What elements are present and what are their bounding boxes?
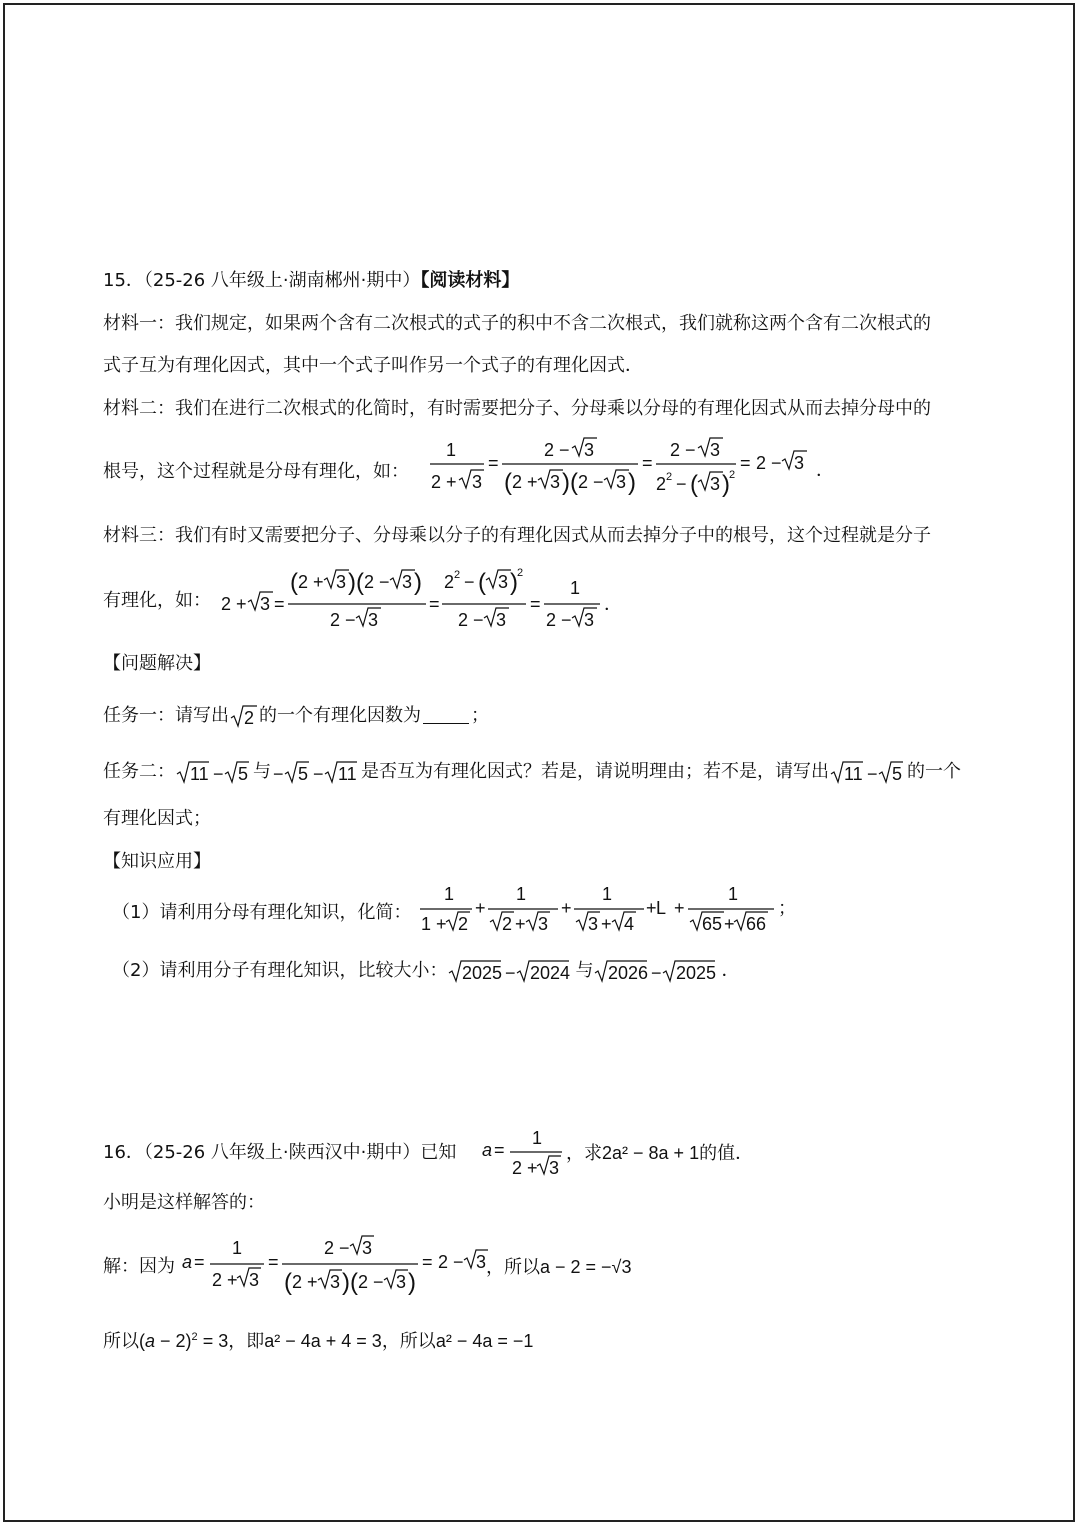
solution-line-4 <box>103 1325 533 1354</box>
svg-text:+: + <box>601 914 612 934</box>
svg-text:3: 3 <box>496 610 507 630</box>
svg-text:−: − <box>213 764 224 784</box>
svg-text:−: − <box>505 963 516 983</box>
task-2-line-1 <box>103 758 961 786</box>
svg-text:2 −: 2 − <box>756 453 782 473</box>
solution-text: 解：因为 <box>103 1256 175 1277</box>
svg-text:11: 11 <box>190 764 209 784</box>
svg-text:1: 1 <box>532 1128 543 1148</box>
material-3-line-1: 材料三：我们有时又需要把分子、分母乘以分子的有理化因式从而去掉分子中的根号，这个过程就是分子 <box>103 525 931 546</box>
svg-text:5: 5 <box>298 764 309 784</box>
a-minus-2: a − 2 = −√3 <box>540 1257 632 1277</box>
svg-text:+: + <box>646 898 657 918</box>
svg-text:3: 3 <box>588 914 599 934</box>
problem-solving-tag: 【问题解决】 <box>103 653 211 674</box>
question-16-ask <box>566 1141 753 1166</box>
svg-text:1: 1 <box>728 884 739 904</box>
svg-text:3: 3 <box>549 1158 560 1178</box>
sqrt-2 <box>229 702 259 730</box>
expr-sqrt2026-minus-sqrt2025 <box>593 957 721 985</box>
material-3-line-2 <box>103 589 211 613</box>
expr-sqrt11-minus-sqrt5-2 <box>829 758 907 786</box>
svg-text:1: 1 <box>516 884 527 904</box>
knowledge-2-end: ． <box>721 960 740 981</box>
svg-text:3: 3 <box>584 440 595 460</box>
knowledge-2 <box>112 957 739 985</box>
svg-text:1: 1 <box>232 1238 243 1258</box>
svg-text:2 +: 2 + <box>292 1272 318 1292</box>
material-3-text: 有理化，如： <box>103 590 211 611</box>
svg-text:2 −: 2 − <box>358 1272 384 1292</box>
svg-text:11: 11 <box>844 764 863 784</box>
svg-text:)(: )( <box>348 569 364 596</box>
svg-text:=: = <box>194 1252 205 1272</box>
section-tag: 【阅读材料】 <box>420 270 520 291</box>
svg-text:2 −: 2 − <box>364 572 390 592</box>
svg-text:3: 3 <box>249 1270 260 1290</box>
svg-text:2: 2 <box>517 567 524 579</box>
svg-text:2: 2 <box>454 569 461 581</box>
svg-text:3: 3 <box>362 1238 373 1258</box>
task-2-line-2: 有理化因式； <box>103 808 211 829</box>
svg-text:3: 3 <box>584 610 595 630</box>
svg-text:3: 3 <box>710 440 721 460</box>
svg-text:=: = <box>268 1252 279 1272</box>
svg-text:1: 1 <box>444 884 455 904</box>
svg-text:=: = <box>422 1252 433 1272</box>
svg-text:3: 3 <box>498 572 509 592</box>
question-16-line-2: 小明是这样解答的： <box>103 1192 265 1213</box>
svg-text:65: 65 <box>702 914 723 934</box>
svg-text:L: L <box>656 898 667 918</box>
so-text-1: 所以 <box>103 1331 139 1352</box>
svg-text:=: = <box>429 594 440 614</box>
material-2-line-1: 材料二：我们在进行二次根式的化简时，有时需要把分子、分母乘以分母的有理化因式从而去掉分母中的 <box>103 398 931 419</box>
svg-text:2: 2 <box>656 474 667 494</box>
svg-text:1: 1 <box>602 884 613 904</box>
svg-text:+: + <box>515 914 526 934</box>
knowledge-2-and: 与 <box>575 960 594 981</box>
question-source: （25-26 八年级上·陕西汉中·期中）已知 <box>143 1142 457 1163</box>
denominator-rationalization-formula <box>426 436 834 506</box>
svg-text:=: = <box>740 453 751 473</box>
svg-text:3: 3 <box>336 572 347 592</box>
svg-text:1: 1 <box>445 440 457 460</box>
svg-text:=: = <box>488 453 499 473</box>
svg-text:2 −: 2 − <box>544 440 570 460</box>
svg-text:2 −: 2 − <box>458 610 484 630</box>
solution-conclusion <box>486 1255 631 1280</box>
material-1-line-1: 材料一：我们规定，如果两个含有二次根式的式子的积中不含二次根式，我们就称这两个含有二次根式的 <box>103 313 931 334</box>
svg-text:a: a <box>182 1252 193 1272</box>
task-2-and: 与 <box>253 761 271 782</box>
knowledge-2-text: （2）请利用分子有理化知识，比较大小： <box>112 960 448 981</box>
solution-line <box>103 1255 175 1279</box>
expr-sqrt2025-minus-sqrt2024 <box>447 957 575 985</box>
svg-text:=: = <box>494 1140 505 1160</box>
svg-text:(: ( <box>290 569 298 596</box>
that-is: ，即 <box>228 1331 265 1352</box>
svg-text:2: 2 <box>666 471 673 483</box>
svg-text:3: 3 <box>550 472 561 492</box>
svg-text:11: 11 <box>338 764 357 784</box>
material-1-line-2: 式子互为有理化因式，其中一个式子叫作另一个式子的有理化因式． <box>103 355 643 376</box>
equals-3: = 3 <box>202 1331 229 1351</box>
task-2-label: 任务二： <box>103 761 175 782</box>
svg-text:2 −: 2 − <box>330 610 356 630</box>
svg-text:3: 3 <box>260 594 271 614</box>
ask-end: 的值． <box>699 1143 754 1164</box>
task-1-text-a: 任务一：请写出 <box>103 705 229 726</box>
svg-text:=: = <box>274 594 285 614</box>
svg-text:)(: )( <box>342 1269 358 1296</box>
svg-text:1: 1 <box>570 578 581 598</box>
svg-text:+: + <box>674 898 685 918</box>
expr-sqrt11-minus-sqrt5 <box>175 758 253 786</box>
svg-text:(: ( <box>284 1269 292 1296</box>
task-1-text-b: 的一个有理化因数为 <box>259 705 421 726</box>
question-number: 15． <box>103 270 144 291</box>
svg-text:(: ( <box>690 471 698 498</box>
squared-expression: $(a - 2)^2$ <box>139 1331 198 1351</box>
svg-text:5: 5 <box>238 764 249 784</box>
svg-text:−: − <box>676 474 687 494</box>
svg-text:2: 2 <box>729 469 736 481</box>
svg-text:2: 2 <box>244 708 255 728</box>
knowledge-1 <box>112 901 411 925</box>
svg-text:): ) <box>628 469 636 496</box>
question-number: 16． <box>103 1142 144 1163</box>
svg-text:3: 3 <box>794 453 805 473</box>
svg-text:): ) <box>414 569 422 596</box>
svg-text:=: = <box>530 594 541 614</box>
svg-text:1 +: 1 + <box>421 914 447 934</box>
task-2-tail: 的一个 <box>907 761 961 782</box>
svg-text:3: 3 <box>538 914 549 934</box>
svg-text:+: + <box>475 898 486 918</box>
svg-text:2 −: 2 − <box>546 610 572 630</box>
svg-text:3: 3 <box>616 472 627 492</box>
svg-text:(: ( <box>478 569 486 596</box>
svg-text:；: ； <box>778 898 796 918</box>
expanded-equation: a² − 4a + 4 = 3 <box>264 1331 382 1351</box>
svg-text:3: 3 <box>330 1272 341 1292</box>
svg-text:．: ． <box>604 594 622 614</box>
svg-text:．: ． <box>816 460 834 480</box>
svg-text:66: 66 <box>746 914 767 934</box>
svg-text:−: − <box>313 764 324 784</box>
svg-text:3: 3 <box>710 474 721 494</box>
material-2-text: 根号，这个过程就是分母有理化，如： <box>103 461 409 482</box>
svg-text:(: ( <box>504 469 512 496</box>
svg-text:2 −: 2 − <box>670 440 696 460</box>
svg-text:2 +: 2 + <box>212 1270 238 1290</box>
svg-text:): ) <box>408 1269 416 1296</box>
svg-text:=: = <box>642 453 653 473</box>
material-2-line-2 <box>103 460 409 484</box>
svg-text:)(: )( <box>562 469 578 496</box>
svg-text:2 +: 2 + <box>512 1158 538 1178</box>
svg-text:2 −: 2 − <box>438 1252 464 1272</box>
question-15-header <box>103 269 519 293</box>
svg-text:3: 3 <box>368 610 379 630</box>
svg-text:+: + <box>724 914 735 934</box>
svg-text:2: 2 <box>444 572 455 592</box>
svg-text:2 +: 2 + <box>221 594 247 614</box>
question-source: （25-26 八年级上·湖南郴州·期中） <box>143 270 421 291</box>
expression-2a2: 2a² − 8a + 1 <box>602 1143 700 1163</box>
svg-text:2 −: 2 − <box>578 472 604 492</box>
solution-so: ，所以 <box>486 1257 540 1278</box>
svg-text:2: 2 <box>458 914 469 934</box>
svg-text:2026: 2026 <box>608 963 649 983</box>
task-2-question: 是否互为有理化因式？若是，请说明理由；若不是，请写出 <box>361 761 829 782</box>
svg-text:3: 3 <box>472 472 483 492</box>
final-equation: a² − 4a = −1 <box>435 1331 534 1351</box>
svg-text:−: − <box>867 764 878 784</box>
so-text-2: ，所以 <box>381 1331 436 1352</box>
svg-text:2 +: 2 + <box>431 472 457 492</box>
svg-text:−: − <box>651 963 662 983</box>
svg-text:): ) <box>510 569 518 596</box>
svg-text:4: 4 <box>624 914 635 934</box>
task-1 <box>103 702 489 730</box>
svg-text:a: a <box>482 1140 493 1160</box>
svg-text:2025: 2025 <box>676 963 717 983</box>
ask-text: ，求 <box>566 1143 602 1164</box>
expr-neg-sqrt5-minus-sqrt11 <box>271 758 361 786</box>
svg-text:+: + <box>561 898 572 918</box>
svg-text:2: 2 <box>502 914 513 934</box>
question-16-header <box>103 1141 456 1165</box>
knowledge-tag: 【知识应用】 <box>103 851 211 872</box>
telescoping-sum-formula <box>418 878 798 942</box>
answer-blank[interactable] <box>423 705 469 724</box>
svg-text:−: − <box>464 572 475 592</box>
svg-text:3: 3 <box>476 1252 487 1272</box>
numerator-rationalization-formula <box>218 566 628 636</box>
svg-text:2025: 2025 <box>462 963 503 983</box>
svg-text:3: 3 <box>402 572 413 592</box>
svg-text:2 +: 2 + <box>512 472 538 492</box>
svg-text:2 +: 2 + <box>298 572 324 592</box>
svg-text:5: 5 <box>892 764 903 784</box>
task-1-end: ； <box>471 705 489 726</box>
solution-formula <box>182 1232 502 1298</box>
svg-text:): ) <box>722 471 730 498</box>
knowledge-1-text: （1）请利用分母有理化知识，化简： <box>112 902 412 923</box>
svg-text:3: 3 <box>396 1272 407 1292</box>
svg-text:2 −: 2 − <box>324 1238 350 1258</box>
svg-text:−: − <box>273 764 284 784</box>
svg-text:2024: 2024 <box>530 963 571 983</box>
